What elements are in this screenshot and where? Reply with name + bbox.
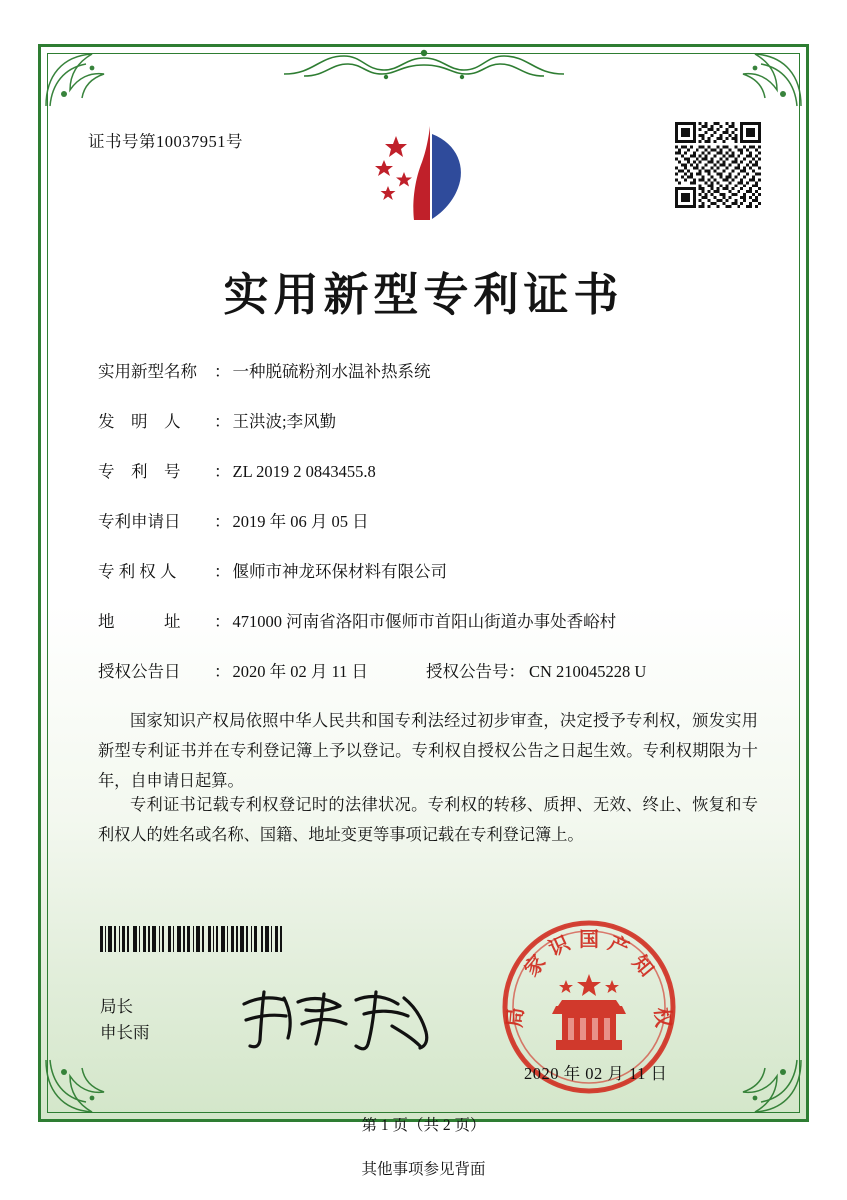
svg-text:识: 识 <box>545 932 574 961</box>
field-colon: ： <box>214 612 231 631</box>
field-row-application-date <box>98 508 758 558</box>
svg-text:局: 局 <box>504 1006 528 1029</box>
field-value: 偃师市神龙环保材料有限公司 <box>232 562 447 581</box>
legal-paragraph-1: 国家知识产权局依照中华人民共和国专利法经过初步审查，决定授予专利权，颁发实用新型专利证书并在专利登记簿上予以登记。专利权自授权公告之日起生效。专利权期限为十年，自申请日起算。 <box>98 712 758 790</box>
seal-date: 2020 年 02 月 11 日 <box>524 1064 668 1083</box>
field-colon: ： <box>214 462 231 481</box>
page-title: 实用新型专利证书 <box>223 270 624 320</box>
field-value: ZL 2019 2 0843455.8 <box>232 462 376 481</box>
field-value: 王洪波;李风勤 <box>232 412 337 431</box>
field-label: 专利申请日 <box>98 512 181 531</box>
field-label: 专 利 号 <box>98 462 181 481</box>
field-value: 2019 年 06 月 05 日 <box>232 512 369 531</box>
field-label: 专 利 权 人 <box>98 562 177 581</box>
corner-ornament-bottom-left-icon <box>40 1054 126 1120</box>
signature-role-label: 局长 <box>100 997 133 1016</box>
signature-name: 申长雨 <box>100 1023 150 1042</box>
cnipa-logo-icon <box>366 120 482 228</box>
handwritten-signature-icon <box>236 980 446 1054</box>
certificate-number: 证书号第10037951号 <box>88 132 243 151</box>
svg-text:家: 家 <box>520 951 551 981</box>
svg-text:知: 知 <box>627 951 658 981</box>
corner-ornament-top-right-icon <box>721 46 807 112</box>
field-value: 一种脱硫粉剂水温补热系统 <box>232 362 431 381</box>
legal-paragraph-2: 专利证书记载专利权登记时的法律状况。专利权的转移、质押、无效、终止、恢复和专利权人的姓名或名称、国籍、地址变更等事项记载在专利登记簿上。 <box>98 796 758 844</box>
field-value-grant-number: CN 210045228 U <box>529 662 647 681</box>
field-row-address <box>98 608 758 658</box>
field-colon: ： <box>214 562 231 581</box>
field-colon: ： <box>214 412 231 431</box>
field-row-patentee <box>98 558 758 608</box>
field-colon: ： <box>508 662 526 681</box>
barcode <box>100 926 328 952</box>
field-row-grant-announcement <box>98 658 758 708</box>
field-label-grant-number: 授权公告号 <box>426 662 509 681</box>
field-row-utility-model-name <box>98 358 758 408</box>
field-label-grant-date: 授权公告日 <box>98 662 181 681</box>
top-ornament-icon <box>274 44 574 84</box>
field-colon: ： <box>214 362 231 381</box>
field-value-grant-date: 2020 年 02 月 11 日 <box>232 662 369 681</box>
field-label: 实用新型名称 <box>98 362 197 381</box>
field-value: 471000 河南省洛阳市偃师市首阳山街道办事处香峪村 <box>232 612 617 631</box>
certificate-fields <box>98 358 758 708</box>
signature-block <box>100 994 150 1046</box>
corner-ornament-bottom-right-icon <box>721 1054 807 1120</box>
footnote: 其他事项参见背面 <box>361 1161 486 1178</box>
svg-text:权: 权 <box>650 1006 674 1029</box>
corner-ornament-top-left-icon <box>40 46 126 112</box>
field-row-patent-number <box>98 458 758 508</box>
field-colon: ： <box>214 662 231 681</box>
page-number: 第 1 页（共 2 页） <box>361 1117 486 1134</box>
svg-text:产: 产 <box>604 932 633 961</box>
field-row-inventor <box>98 408 758 458</box>
qr-code-icon <box>675 122 761 208</box>
field-label: 地 址 <box>98 612 181 631</box>
field-label: 发 明 人 <box>98 412 181 431</box>
field-colon: ： <box>214 512 231 531</box>
svg-text:国: 国 <box>579 929 599 951</box>
